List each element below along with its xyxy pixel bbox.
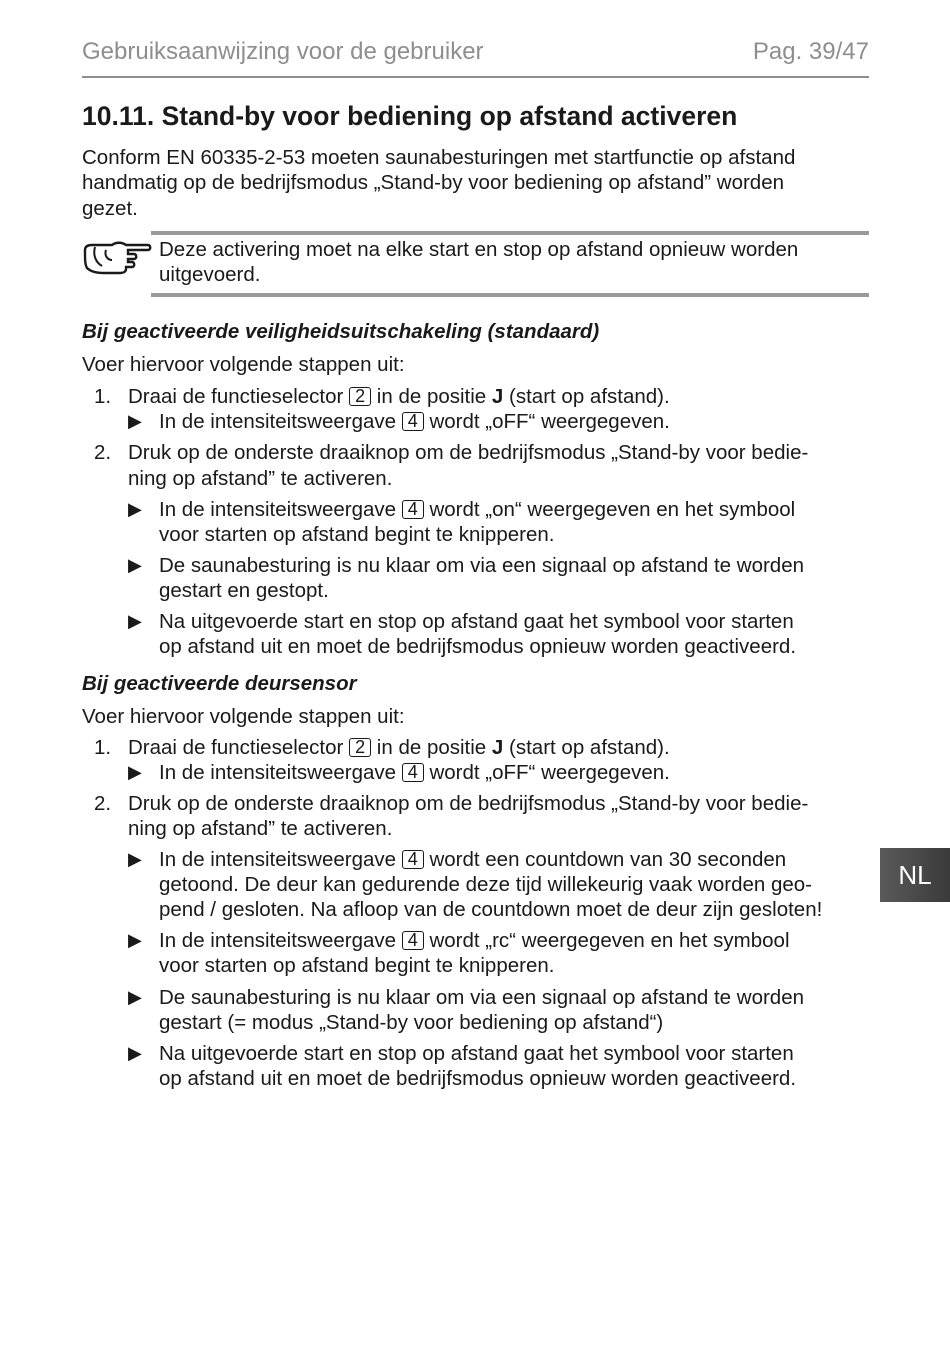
position-label: J bbox=[491, 385, 504, 408]
step-text: (start op afstand). bbox=[509, 385, 670, 408]
note-line: uitgevoerd. bbox=[159, 263, 261, 286]
note-top-rule bbox=[151, 231, 869, 235]
note-bottom-rule bbox=[151, 293, 869, 297]
step-text: Draai de functieselector bbox=[128, 736, 344, 759]
step-number: 2. bbox=[94, 441, 112, 464]
result-line: op afstand uit en moet de bedrijfsmodus opnieuw worden geactiveerd. bbox=[159, 1067, 797, 1090]
intro-line: Conform EN 60335-2-53 moeten saunabesturingen met startfunctie op afstand bbox=[82, 146, 796, 169]
arrow-right-icon: ▶ bbox=[128, 849, 142, 869]
result-line: gestart en gestopt. bbox=[159, 579, 329, 602]
result-text: wordt „on“ weergegeven en het symbool bbox=[429, 498, 796, 521]
display-ref-box: 4 bbox=[402, 763, 424, 782]
result-line: voor starten op afstand begint te knipperen. bbox=[159, 523, 555, 546]
result-1 bbox=[159, 760, 670, 786]
step-number: 1. bbox=[94, 385, 112, 408]
step-2-line: Druk op de onderste draaiknop om de bedrijfsmodus „Stand-by voor bedie- bbox=[128, 441, 809, 464]
result-line: gestart (= modus „Stand-by voor bediening op afstand“) bbox=[159, 1011, 664, 1034]
result-line: op afstand uit en moet de bedrijfsmodus opnieuw worden geactiveerd. bbox=[159, 635, 797, 658]
result-text: In de intensiteitsweergave bbox=[159, 498, 397, 521]
display-ref-box: 4 bbox=[402, 931, 424, 950]
result-line: Na uitgevoerde start en stop op afstand gaat het symbool voor starten bbox=[159, 1042, 794, 1065]
result-text: In de intensiteitsweergave bbox=[159, 410, 397, 433]
arrow-right-icon: ▶ bbox=[128, 411, 142, 431]
page-header bbox=[82, 36, 869, 78]
arrow-right-icon: ▶ bbox=[128, 555, 142, 575]
position-label: J bbox=[491, 736, 504, 759]
display-ref-box: 4 bbox=[402, 500, 424, 519]
step-1 bbox=[128, 384, 670, 410]
result-1 bbox=[159, 409, 670, 435]
subsection-heading: Bij geactiveerde deursensor bbox=[82, 672, 357, 695]
step-2-line: ning op afstand” te activeren. bbox=[128, 467, 393, 490]
result-line: voor starten op afstand begint te knipperen. bbox=[159, 954, 555, 977]
arrow-right-icon: ▶ bbox=[128, 611, 142, 631]
language-tab: NL bbox=[880, 848, 950, 902]
result-text: In de intensiteitsweergave bbox=[159, 929, 397, 952]
display-ref-box: 4 bbox=[402, 850, 424, 869]
intro-line: handmatig op de bedrijfsmodus „Stand-by voor bediening op afstand” worden bbox=[82, 171, 784, 194]
result-line: De saunabesturing is nu klaar om via een signaal op afstand te worden bbox=[159, 554, 805, 577]
note-line: Deze activering moet na elke start en stop op afstand opnieuw worden bbox=[159, 238, 799, 261]
step-text: in de positie bbox=[376, 736, 487, 759]
step-text: in de positie bbox=[376, 385, 487, 408]
lead-text: Voer hiervoor volgende stappen uit: bbox=[82, 353, 405, 376]
result-text: wordt een countdown van 30 seconden bbox=[429, 848, 787, 871]
step-2-line: Druk op de onderste draaiknop om de bedrijfsmodus „Stand-by voor bedie- bbox=[128, 792, 809, 815]
selector-ref-box: 2 bbox=[349, 738, 371, 757]
arrow-right-icon: ▶ bbox=[128, 499, 142, 519]
pointing-hand-icon bbox=[82, 238, 152, 278]
result-line: De saunabesturing is nu klaar om via een signaal op afstand te worden bbox=[159, 986, 805, 1009]
display-ref-box: 4 bbox=[402, 412, 424, 431]
result-text: In de intensiteitsweergave bbox=[159, 761, 397, 784]
result-text: wordt „rc“ weergegeven en het symbool bbox=[429, 929, 790, 952]
arrow-right-icon: ▶ bbox=[128, 762, 142, 782]
arrow-right-icon: ▶ bbox=[128, 987, 142, 1007]
intro-line: gezet. bbox=[82, 197, 138, 220]
step-text: (start op afstand). bbox=[509, 736, 670, 759]
page-number: Pag. 39/47 bbox=[752, 38, 869, 65]
step-number: 2. bbox=[94, 792, 112, 815]
step-text: Draai de functieselector bbox=[128, 385, 344, 408]
step-1 bbox=[128, 735, 670, 761]
result-2 bbox=[159, 847, 786, 873]
result-2 bbox=[159, 497, 795, 523]
result-text: wordt „oFF“ weergegeven. bbox=[429, 761, 670, 784]
subsection-heading: Bij geactiveerde veiligheidsuitschakeling (standaard) bbox=[82, 320, 600, 343]
section-title: 10.11. Stand-by voor bediening op afstand activeren bbox=[82, 101, 738, 131]
result-line: pend / gesloten. Na afloop van de countdown moet de deur zijn gesloten! bbox=[159, 898, 823, 921]
result-3 bbox=[159, 928, 790, 954]
result-text: wordt „oFF“ weergegeven. bbox=[429, 410, 670, 433]
step-2-line: ning op afstand” te activeren. bbox=[128, 817, 393, 840]
result-line: getoond. De deur kan gedurende deze tijd willekeurig vaak worden geo- bbox=[159, 873, 813, 896]
result-line: Na uitgevoerde start en stop op afstand gaat het symbool voor starten bbox=[159, 610, 794, 633]
selector-ref-box: 2 bbox=[349, 387, 371, 406]
arrow-right-icon: ▶ bbox=[128, 930, 142, 950]
header-title: Gebruiksaanwijzing voor de gebruiker bbox=[82, 38, 484, 65]
result-text: In de intensiteitsweergave bbox=[159, 848, 397, 871]
step-number: 1. bbox=[94, 736, 112, 759]
arrow-right-icon: ▶ bbox=[128, 1043, 142, 1063]
lead-text: Voer hiervoor volgende stappen uit: bbox=[82, 705, 405, 728]
